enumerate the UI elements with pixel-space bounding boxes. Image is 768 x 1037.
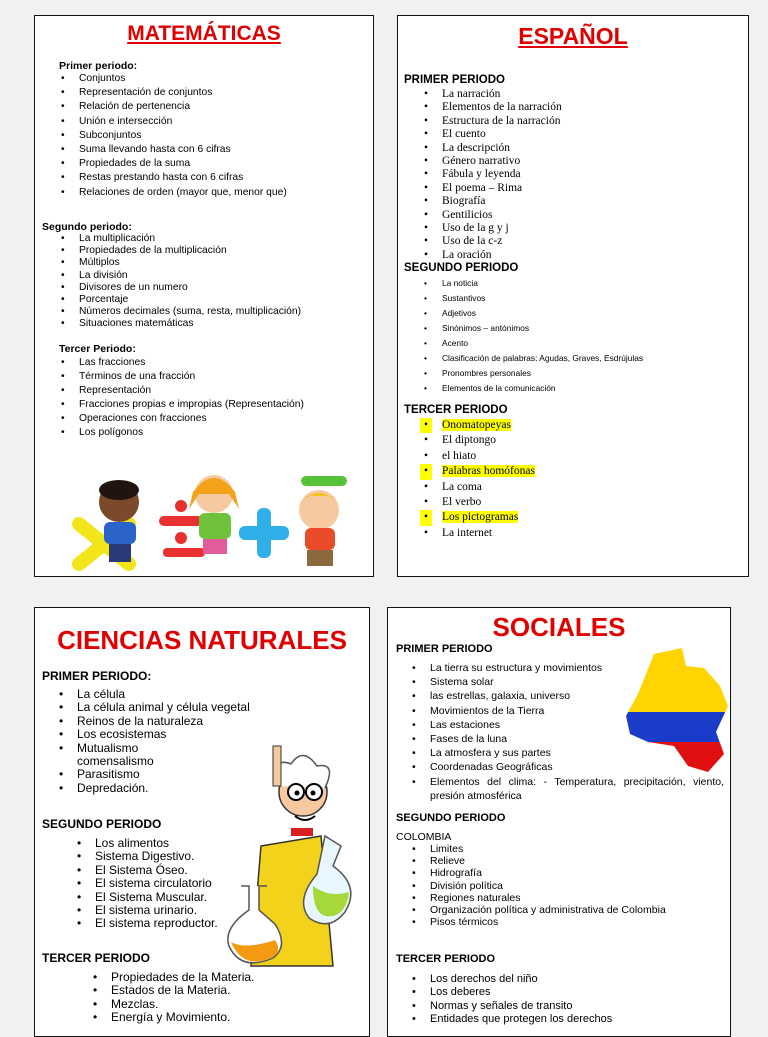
list-item: • Representación: [57, 384, 304, 398]
list-soc-p2: [408, 843, 666, 928]
list-item: • Adjetivos: [420, 306, 643, 321]
heading-soc-p2: SEGUNDO PERIODO: [396, 812, 506, 824]
heading-mat-p3: Tercer Periodo:: [59, 343, 136, 355]
heading-soc-p3: TERCER PERIODO: [396, 953, 496, 965]
list-item: • Unión e intersección: [57, 115, 287, 129]
list-item: • Fábula y leyenda: [420, 168, 562, 181]
list-item: • La célula animal y célula vegetal: [55, 701, 250, 714]
list-item: • Términos de una fracción: [57, 370, 304, 384]
list-item: • Sustantivos: [420, 291, 643, 306]
list-item: • El cuento: [420, 128, 562, 141]
list-cie-p2: [73, 837, 218, 931]
list-item: • Representación de conjuntos: [57, 86, 287, 100]
soc-p2-sub: COLOMBIA: [396, 831, 452, 843]
list-mat-p3: [57, 356, 304, 440]
list-item: • Biografía: [420, 195, 562, 208]
list-item: • Números decimales (suma, resta, multiplicación): [57, 306, 301, 318]
list-item: • Género narrativo: [420, 155, 562, 168]
card-matematicas: [34, 15, 374, 577]
title-ciencias: CIENCIAS NATURALES: [57, 625, 347, 655]
list-item: • Clasificación de palabras: Agudas, Graves, Esdrújulas: [420, 351, 643, 366]
list-item: • Suma llevando hasta con 6 cifras: [57, 143, 287, 157]
list-item: • Reinos de la naturaleza: [55, 715, 250, 728]
list-item: • Los ecosistemas: [55, 728, 250, 741]
list-item: • El poema – Rima: [420, 182, 562, 195]
list-item: • Mezclas.: [89, 998, 254, 1011]
list-item: • Depredación.: [55, 782, 250, 795]
list-item: • Los deberes: [408, 986, 612, 999]
list-item: • Palabras homófonas: [420, 464, 535, 479]
list-item: • Múltiplos: [57, 257, 301, 269]
heading-cie-p1: PRIMER PERIODO:: [42, 669, 152, 683]
list-item: • Operaciones con fracciones: [57, 412, 304, 426]
list-item: • Movimientos de la Tierra: [408, 704, 724, 718]
list-mat-p2: [57, 233, 301, 331]
list-item: • Coordenadas Geográficas: [408, 760, 724, 774]
list-item: • Entidades que protegen los derechos: [408, 1013, 612, 1026]
list-item: • Conjuntos: [57, 72, 287, 86]
list-item: • La narración: [420, 88, 562, 101]
list-item: • Hidrografía: [408, 867, 666, 879]
list-item: • Relieve: [408, 855, 666, 867]
kids-math-illustration: [69, 464, 359, 572]
list-item: • La noticia: [420, 276, 643, 291]
list-item: • La internet: [420, 526, 535, 541]
list-item: • Las estaciones: [408, 718, 724, 732]
list-item: • Las fracciones: [57, 356, 304, 370]
minus-symbol-icon: [301, 476, 347, 486]
list-item: • Situaciones matemáticas: [57, 318, 301, 330]
list-item: • Subconjuntos: [57, 129, 287, 143]
card-espanol: [397, 15, 749, 577]
list-item: • el hiato: [420, 449, 535, 464]
heading-soc-p1: PRIMER PERIODO: [396, 643, 493, 655]
list-item: • Organización política y administrativa de Colombia: [408, 904, 666, 916]
list-esp-p3: [420, 418, 535, 541]
title-sociales: SOCIALES: [492, 612, 626, 642]
plus-symbol-icon: [239, 508, 289, 558]
list-item: • La oración: [420, 249, 562, 262]
list-item: • Uso de la c-z: [420, 235, 562, 248]
list-item: • Estados de la Materia.: [89, 984, 254, 997]
scientist-illustration: [221, 736, 361, 968]
heading-cie-p2: SEGUNDO PERIODO: [42, 817, 162, 831]
card-ciencias-naturales: [34, 607, 370, 1037]
list-item: • Elementos de la narración: [420, 101, 562, 114]
list-item: • El Sistema Óseo.: [73, 864, 218, 877]
list-esp-p1: [420, 88, 562, 262]
list-item: • Acento: [420, 336, 643, 351]
list-item: • Normas y señales de transito: [408, 1000, 612, 1013]
list-item: • El diptongo: [420, 433, 535, 448]
list-item: • El Sistema Muscular.: [73, 891, 218, 904]
list-item: • La descripción: [420, 142, 562, 155]
title-matematicas: MATEMÁTICAS: [127, 22, 281, 45]
list-item: • Restas prestando hasta con 6 cifras: [57, 171, 287, 185]
list-item: • La división: [57, 270, 301, 282]
heading-mat-p1: Primer periodo:: [59, 60, 138, 72]
list-item: • Fracciones propias e impropias (Representación): [57, 398, 304, 412]
list-item: • Parasitismo: [55, 768, 250, 781]
list-item: • Elementos de la comunicación: [420, 381, 643, 396]
list-soc-p1: [408, 661, 724, 803]
list-item: • las estrellas, galaxia, universo: [408, 689, 724, 703]
list-cie-p3: [89, 971, 254, 1025]
list-item: • Sistema solar: [408, 675, 724, 689]
list-item: • Porcentaje: [57, 294, 301, 306]
list-item: • La célula: [55, 688, 250, 701]
list-item: • Estructura de la narración: [420, 115, 562, 128]
heading-esp-p1: PRIMER PERIODO: [404, 74, 505, 86]
list-item: • Propiedades de la Materia.: [89, 971, 254, 984]
list-item: • Los alimentos: [73, 837, 218, 850]
heading-esp-p2: SEGUNDO PERIODO: [404, 262, 519, 274]
list-mat-p1: [57, 72, 287, 200]
list-item: • Divisores de un numero: [57, 282, 301, 294]
divide-symbol-icon: [159, 500, 203, 544]
list-item: • Pronombres personales: [420, 366, 643, 381]
list-item: • Limites: [408, 843, 666, 855]
list-item: • Gentilicios: [420, 209, 562, 222]
list-item: • El verbo: [420, 495, 535, 510]
list-item: • Los polígonos: [57, 426, 304, 440]
list-esp-p2: [420, 276, 643, 396]
list-item: • El sistema circulatorio: [73, 877, 218, 890]
list-item: • Propiedades de la multiplicación: [57, 245, 301, 257]
list-item: • La atmosfera y sus partes: [408, 746, 724, 760]
list-item: comensalismo: [77, 754, 154, 769]
list-item: • Los pictogramas: [420, 510, 535, 525]
list-item: • La coma: [420, 480, 535, 495]
title-espanol: ESPAÑOL: [518, 23, 628, 49]
heading-esp-p3: TERCER PERIODO: [404, 404, 508, 416]
heading-mat-p2: Segundo periodo:: [42, 221, 132, 233]
list-item: • Mutualismo: [55, 742, 250, 755]
list-item: • Fases de la luna: [408, 732, 724, 746]
list-item: • Sinónimos – antónimos: [420, 321, 643, 336]
list-item: • Onomatopeyas: [420, 418, 535, 433]
heading-cie-p3: TERCER PERIODO: [42, 951, 151, 965]
list-item: • Uso de la g y j: [420, 222, 562, 235]
list-item: • Pisos térmicos: [408, 916, 666, 928]
card-sociales: [387, 607, 731, 1037]
list-item: • Relación de pertenencia: [57, 100, 287, 114]
list-item: • Sistema Digestivo.: [73, 850, 218, 863]
list-soc-p3: [408, 973, 612, 1026]
list-item: • Propiedades de la suma: [57, 157, 287, 171]
list-item: • La tierra su estructura y movimientos: [408, 661, 724, 675]
list-item: • El sistema reproductor.: [73, 917, 218, 930]
list-item: • La multiplicación: [57, 233, 301, 245]
list-item: • Regiones naturales: [408, 892, 666, 904]
list-item: • División política: [408, 880, 666, 892]
list-item: • Elementos del clima: - Temperatura, precipitación, viento, presión atmosférica: [408, 775, 724, 803]
list-item: • Relaciones de orden (mayor que, menor que): [57, 186, 287, 200]
list-item: • El sistema urinario.: [73, 904, 218, 917]
list-item: • Los derechos del niño: [408, 973, 612, 986]
list-item: • Energía y Movimiento.: [89, 1011, 254, 1024]
